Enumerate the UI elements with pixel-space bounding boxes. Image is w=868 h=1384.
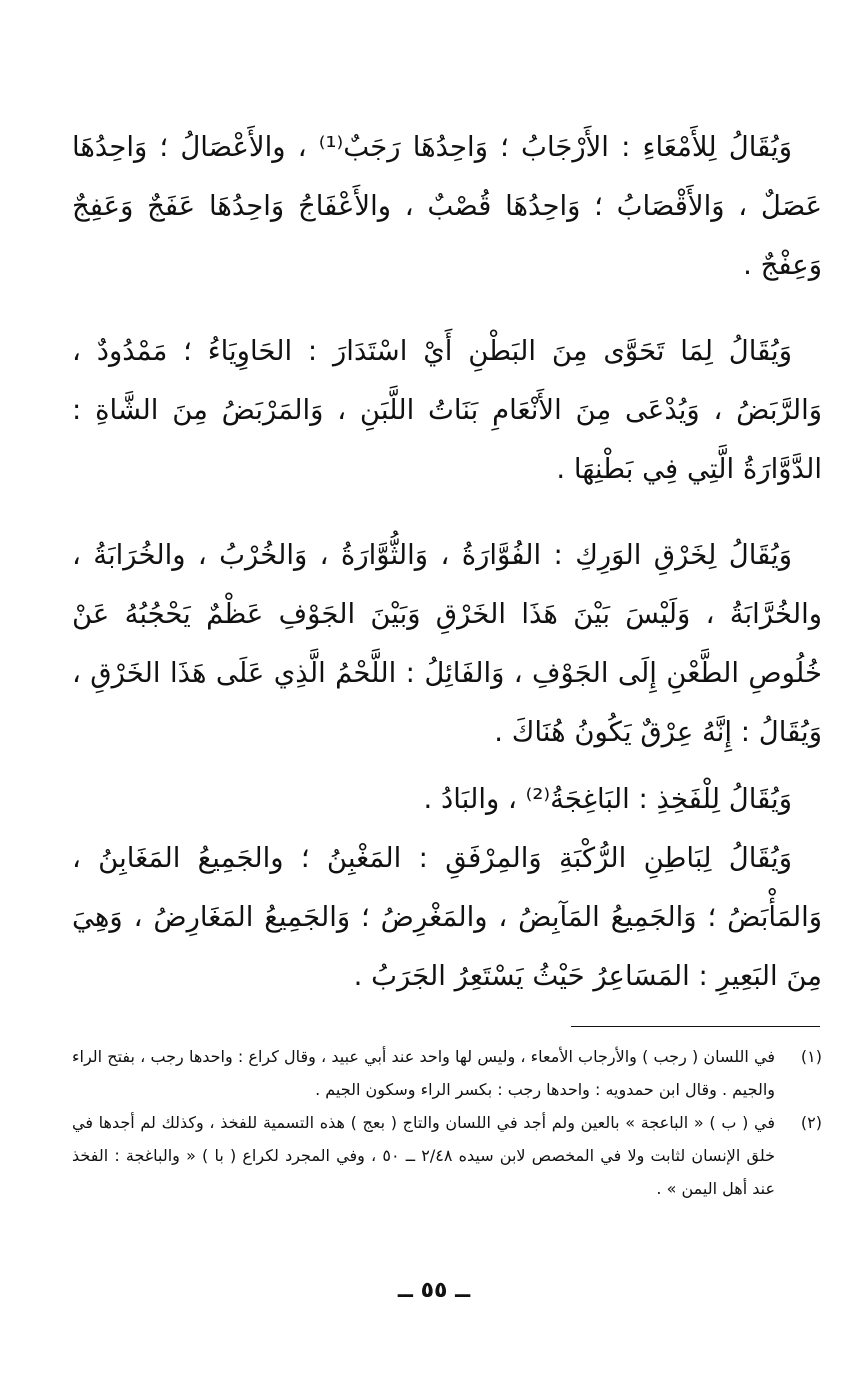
paragraph-hip-hole: وَيُقَالُ لِخَرْقِ الوَرِكِ : الفُوَّارَةُ ، وَالثُّوَّارَةُ ، وَالخُرْبُ ، والخُرَابَةُ ، والخُرَّابَةُ ، وَلَيْسَ بَيْنَ هَذَا الخَرْقِ وَبَيْنَ الجَوْفِ عَظْمٌ يَحْجُبُهُ عَنْ خُلُوصِ الطَّعْنِ إِلَى الجَوْفِ ، وَالفَائِلُ : اللَّحْمُ الَّذِي عَلَى هَذَا الخَرْقِ ، وَيُقَالُ : إِنَّهُ عِرْقٌ يَكُونُ هُنَاكَ .: [72, 539, 822, 748]
paragraph-intestines: وَيُقَالُ لِلأَمْعَاءِ : الأَرْجَابُ ؛ وَاحِدُهَا رَجَبٌ⁽¹⁾ ، والأَعْصَالُ ؛ وَاحِدُهَا عَصَلٌ ، وَالأَقْصَابُ ؛ وَاحِدُهَا قُصْبٌ ، والأَعْفَاجُ وَاحِدُهَا عَفَجٌ وَعَفِجٌ وَعِفْجٌ .: [72, 131, 822, 281]
paragraph-belly: وَيُقَالُ لِمَا تَحَوَّى مِنَ البَطْنِ أَيْ اسْتَدَارَ : الحَاوِيَاءُ ؛ مَمْدُودٌ ، وَالرَّبَضُ ، وَيُدْعَى مِنَ الأَنْعَامِ بَنَاتُ اللَّبَنِ ، وَالمَرْبَضُ مِنَ الشَّاةِ : الدَّوَّارَةُ الَّتِي فِي بَطْنِهَا .: [72, 335, 822, 485]
footnote-1: [72, 1040, 822, 1106]
paragraph-knee-elbow: وَيُقَالُ لِبَاطِنِ الرُّكْبَةِ وَالمِرْفَقِ : المَغْبِنُ ؛ والجَمِيعُ المَغَابِنُ ، وَالمَأْبَضُ ؛ وَالجَمِيعُ المَآبِضُ ، والمَغْرِضُ ؛ وَالجَمِيعُ المَغَارِضُ ، وَهِيَ مِنَ البَعِيرِ : المَسَاعِرُ حَيْثُ يَسْتَعِرُ الجَرَبُ .: [72, 842, 822, 992]
footnote-text: في ( ب ) « الباعجة » بالعين ولم أجد في اللسان والتاج ( بعج ) هذه التسمية للفخذ ، وكذلك لم أجدها في خلق الإنسان لثابت ولا في المخصص لابن سيده ٢/٤٨ ــ ٥٠ ، وفي المجرد لكراع ( با ) « والباغجة : الفخذ عند أهل اليمن » .: [72, 1113, 776, 1198]
footnote-separator: [571, 1026, 820, 1027]
footnote-number: (٢): [800, 1113, 822, 1132]
footnote-text: في اللسان ( رجب ) والأرجاب الأمعاء ، وليس لها واحد عند أبي عبيد ، وقال كراع : واحدها رجب ، بفتح الراء والجيم . وقال ابن حمدويه : واحدها رجب : بكسر الراء وسكون الجيم .: [72, 1047, 775, 1099]
paragraph-thigh: وَيُقَالُ لِلْفَخِذِ : البَاغِجَةُ⁽²⁾ ، والبَادُ .: [423, 783, 792, 815]
footnotes: [72, 1040, 822, 1205]
footnote-2: [72, 1106, 822, 1205]
footnote-number: (١): [800, 1047, 822, 1066]
page-number: ــ ٥٥ ــ: [397, 1278, 471, 1303]
main-text: [72, 118, 822, 1006]
